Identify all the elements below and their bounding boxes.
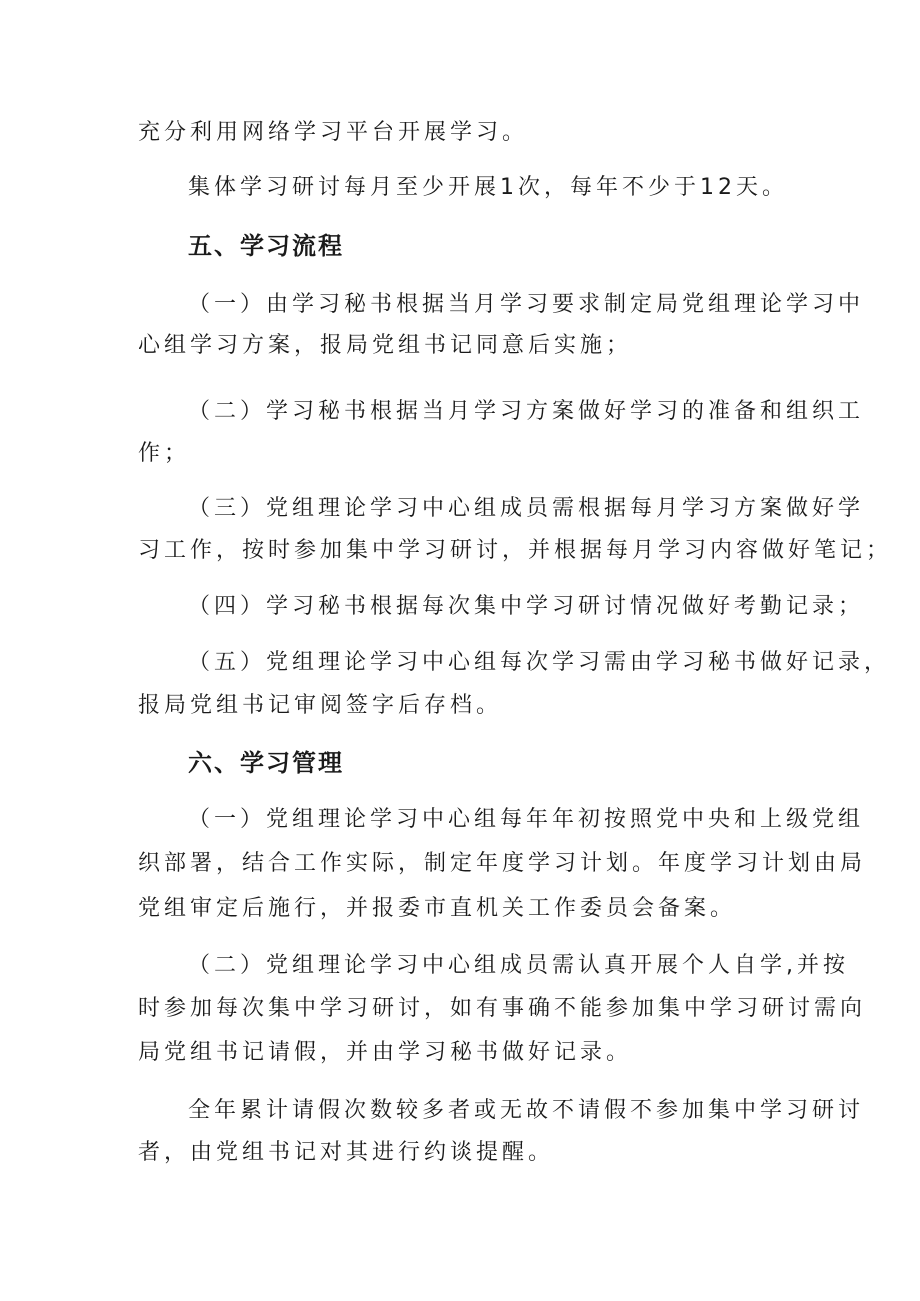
paragraph-line: 局党组书记请假，并由学习秘书做好记录。 <box>138 1040 633 1065</box>
paragraph-line: （二）党组理论学习中心组成员需认真开展个人自学,并按 <box>188 953 849 978</box>
paragraph-line: 党组审定后施行，并报委市直机关工作委员会备案。 <box>138 896 737 921</box>
paragraph-line: 织部署，结合工作实际，制定年度学习计划。年度学习计划由局 <box>138 851 867 876</box>
paragraph-line: 作； <box>138 441 191 466</box>
paragraph-line: 者，由党组书记对其进行约谈提醒。 <box>138 1140 555 1165</box>
paragraph-line: （一）由学习秘书根据当月学习要求制定局党组理论学习中 <box>188 292 865 317</box>
paragraph-line: （五）党组理论学习中心组每次学习需由学习秘书做好记录， <box>188 650 891 675</box>
section-heading: 六、学习管理 <box>188 749 344 777</box>
paragraph-line: （四）学习秘书根据每次集中学习研讨情况做好考勤记录； <box>188 594 865 619</box>
paragraph-line: 全年累计请假次数较多者或无故不请假不参加集中学习研讨 <box>188 1098 865 1123</box>
paragraph-line: （三）党组理论学习中心组成员需根据每月学习方案做好学 <box>188 496 865 521</box>
paragraph-line: 集体学习研讨每月至少开展1次，每年不少于12天。 <box>188 175 788 200</box>
paragraph-line: （二）学习秘书根据当月学习方案做好学习的准备和组织工 <box>188 399 865 424</box>
paragraph-line: 时参加每次集中学习研讨，如有事确不能参加集中学习研讨需向 <box>138 996 867 1021</box>
paragraph-line: 充分利用网络学习平台开展学习。 <box>138 120 529 145</box>
paragraph-line: （一）党组理论学习中心组每年年初按照党中央和上级党组 <box>188 807 865 832</box>
paragraph-line: 心组学习方案，报局党组书记同意后实施； <box>138 333 633 358</box>
paragraph-line: 习工作，按时参加集中学习研讨，并根据每月学习内容做好笔记； <box>138 538 893 563</box>
paragraph-line: 报局党组书记审阅签字后存档。 <box>138 693 503 718</box>
section-heading: 五、学习流程 <box>188 232 344 260</box>
